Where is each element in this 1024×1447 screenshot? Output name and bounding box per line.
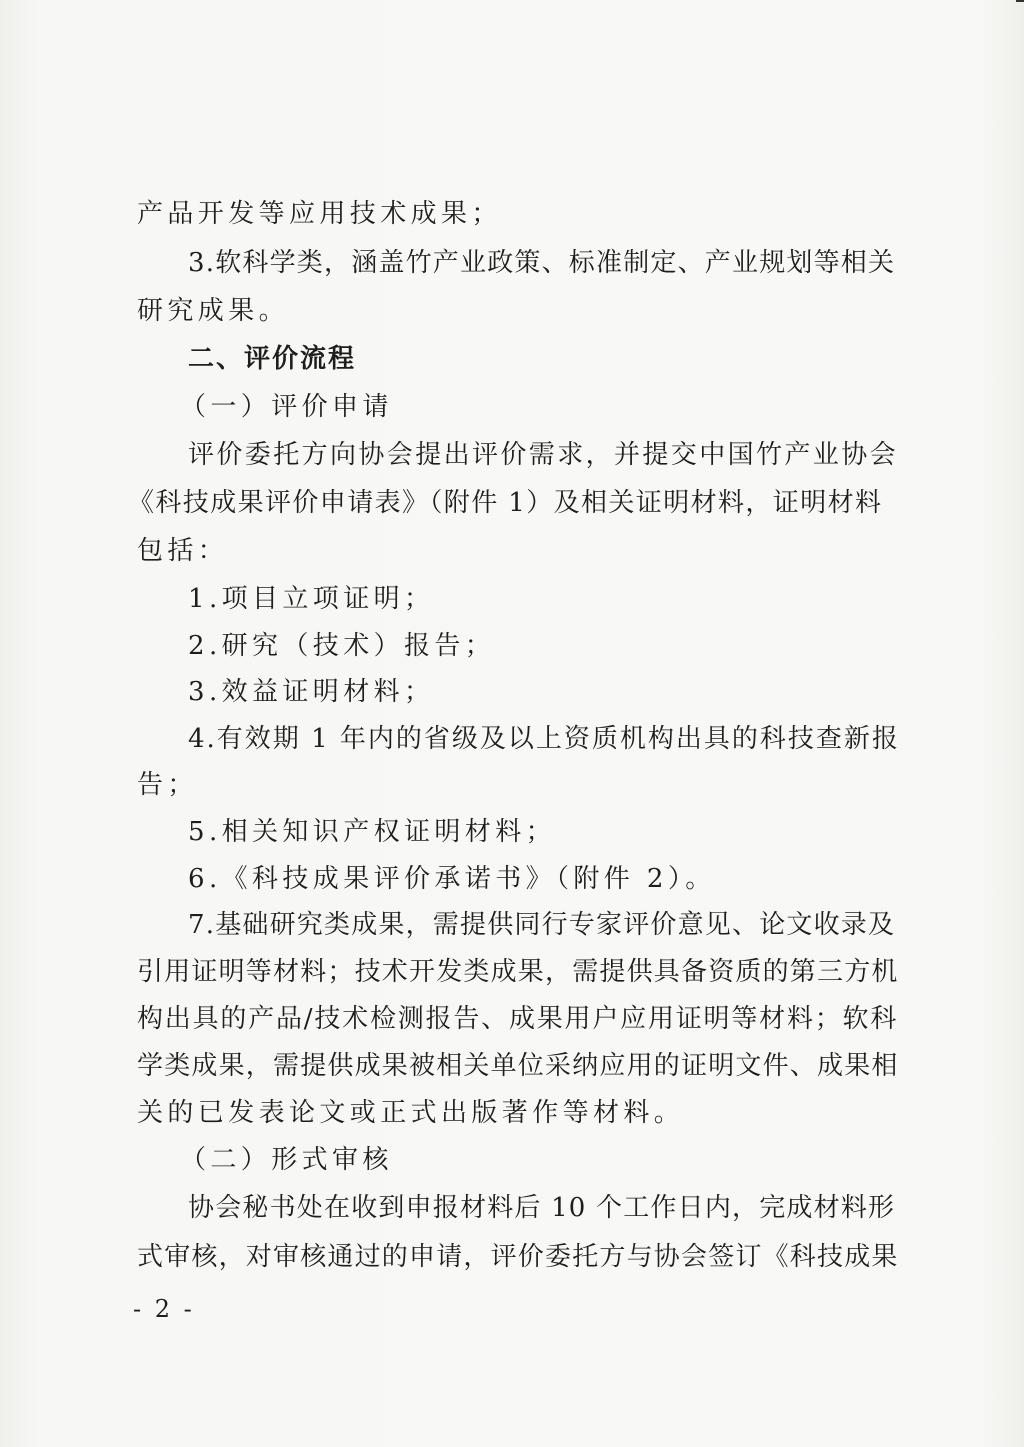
text-line xyxy=(0,1089,1024,1137)
line-text: 引用证明等材料；技术开发类成果，需提供具备资质的第三方机 xyxy=(137,957,899,987)
line-text: 评价委托方向协会提出评价需求，并提交中国竹产业协会 xyxy=(188,440,899,470)
heading-text: 二、评价流程 xyxy=(188,344,357,374)
line-text: 3.效益证明材料； xyxy=(188,677,435,707)
list-item xyxy=(0,622,1024,670)
line-text: 《科技成果评价申请表》（附件 1）及相关证明材料，证明材料 xyxy=(128,488,883,518)
line-text: 构出具的产品/技术检测报告、成果用户应用证明等材料；软科 xyxy=(137,1004,899,1034)
text-line xyxy=(0,1184,1024,1232)
line-text: 2.研究（技术）报告； xyxy=(188,631,496,661)
text-line xyxy=(0,1042,1024,1090)
line-text: 式审核，对审核通过的申请，评价委托方与协会签订《科技成果 xyxy=(137,1242,899,1272)
scan-edge-mark xyxy=(1016,0,1024,2)
text-line xyxy=(0,761,1024,809)
text-line xyxy=(0,948,1024,996)
text-line xyxy=(0,190,1024,238)
subsection-heading xyxy=(0,383,1024,431)
line-text: 关的已发表论文或正式出版著作等材料。 xyxy=(137,1098,685,1128)
heading-text: （二）形式审核 xyxy=(180,1145,393,1175)
line-text: 学类成果，需提供成果被相关单位采纳应用的证明文件、成果相 xyxy=(137,1051,899,1081)
line-text: 研究成果。 xyxy=(137,296,290,326)
list-item xyxy=(0,575,1024,623)
text-line xyxy=(0,479,1024,527)
text-line xyxy=(0,1233,1024,1281)
list-item xyxy=(0,668,1024,716)
line-text: 6.《科技成果评价承诺书》（附件 2）。 xyxy=(188,864,716,894)
line-text: 协会秘书处在收到申报材料后 10 个工作日内，完成材料形 xyxy=(188,1193,896,1223)
line-text: 7.基础研究类成果，需提供同行专家评价意见、论文收录及 xyxy=(188,910,896,940)
line-text: 4.有效期 1 年内的省级及以上资质机构出具的科技查新报 xyxy=(188,724,900,754)
line-text: 产品开发等应用技术成果； xyxy=(137,199,502,229)
text-line xyxy=(0,995,1024,1043)
text-line xyxy=(0,239,1024,287)
section-heading xyxy=(0,335,1024,383)
line-text: 包括： xyxy=(137,536,229,566)
list-item xyxy=(0,901,1024,949)
page-number: - 2 - xyxy=(133,1295,195,1323)
line-text: 3.软科学类，涵盖竹产业政策、标准制定、产业规划等相关 xyxy=(188,248,896,278)
list-item xyxy=(0,808,1024,856)
line-text: 5.相关知识产权证明材料； xyxy=(188,817,557,847)
text-line xyxy=(0,287,1024,335)
list-item xyxy=(0,855,1024,903)
text-line xyxy=(0,527,1024,575)
line-text: 告； xyxy=(137,770,198,800)
text-line xyxy=(0,431,1024,479)
subsection-heading xyxy=(0,1136,1024,1184)
line-text: 1.项目立项证明； xyxy=(188,584,435,614)
list-item xyxy=(0,715,1024,763)
heading-text: （一）评价申请 xyxy=(180,392,393,422)
